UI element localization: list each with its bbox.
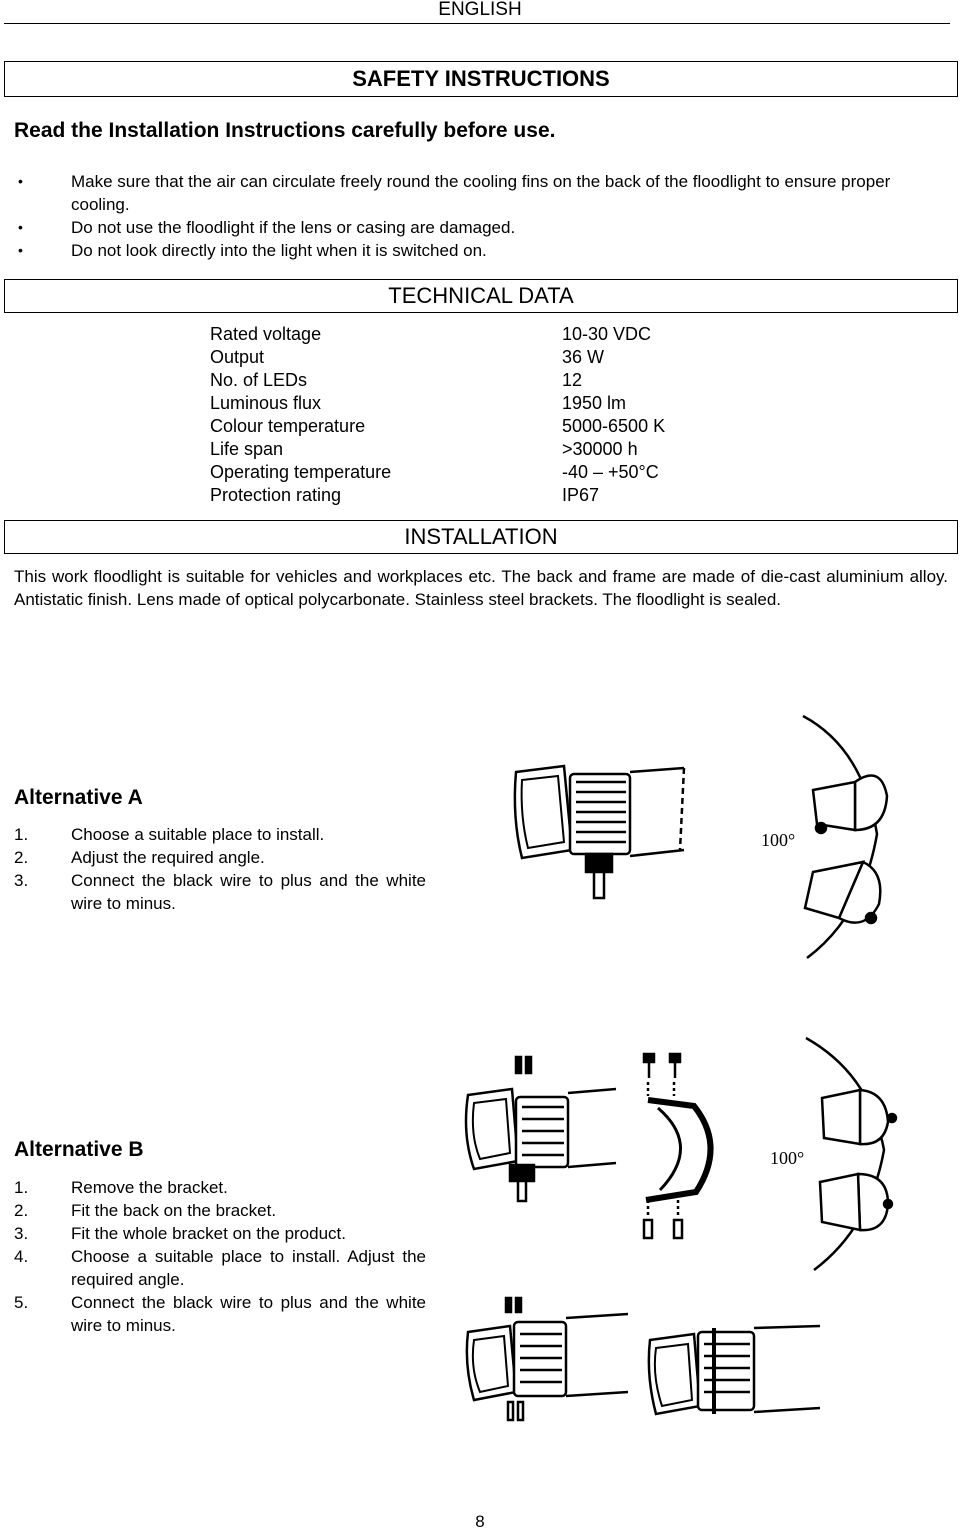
- step-number: 3.: [14, 1224, 29, 1243]
- spec-row: [210, 461, 770, 484]
- alt-a-steps: [14, 823, 426, 915]
- spec-label: Colour temperature: [210, 416, 366, 436]
- spec-row: [210, 438, 770, 461]
- alt-b-mounted-illustration-1: [462, 1296, 632, 1426]
- step-number: 2.: [14, 848, 29, 867]
- page-number: 8: [475, 1512, 485, 1531]
- step-text: Connect the black wire to plus and the white wire to minus.: [71, 871, 426, 913]
- alt-b-mounted-illustration-2: [644, 1324, 824, 1434]
- spec-row: [210, 484, 770, 507]
- step-item: [14, 823, 426, 846]
- alt-b-bracket-illustration: [618, 1050, 748, 1240]
- spec-value: 36 W: [562, 347, 605, 367]
- spec-row: [210, 415, 770, 438]
- header-rule: [4, 23, 950, 24]
- alt-a-angle-diagram: [755, 712, 960, 962]
- step-text: Fit the whole bracket on the product.: [71, 1224, 346, 1243]
- spec-row: [210, 392, 770, 415]
- step-text: Fit the back on the bracket.: [71, 1201, 277, 1220]
- spec-label: No. of LEDs: [210, 370, 308, 390]
- alt-a-floodlight-illustration: [508, 758, 688, 903]
- technical-title-box: [4, 279, 958, 313]
- spec-label: Luminous flux: [210, 393, 322, 413]
- spec-value: 1950 lm: [562, 393, 627, 413]
- step-text: Choose a suitable place to install.: [71, 825, 325, 844]
- step-item: [14, 869, 426, 915]
- spec-row: [210, 323, 770, 346]
- spec-label: Output: [210, 347, 265, 367]
- step-text: Adjust the required angle.: [71, 848, 265, 867]
- step-text: Remove the bracket.: [71, 1178, 228, 1197]
- spec-row: [210, 346, 770, 369]
- alt-b-angle-diagram: [766, 1034, 960, 1274]
- installation-title-box: [4, 520, 958, 554]
- spec-label: Operating temperature: [210, 462, 392, 482]
- alt-b-angle-label: 100°: [770, 1148, 805, 1168]
- spec-row: [210, 369, 770, 392]
- spec-value: >30000 h: [562, 439, 638, 459]
- header-language: ENGLISH: [438, 0, 522, 20]
- alt-a-title: Alternative A: [14, 786, 143, 809]
- installation-paragraph: This work floodlight is suitable for vehicles and workplaces etc. The back and frame are made of die-cast aluminium alloy. Antistatic finish. Lens made of optical polycarbonate. Stainless steel brackets. The floodlight is sealed.: [14, 567, 948, 609]
- alt-b-floodlight-illustration: [460, 1055, 620, 1205]
- step-item: [14, 1245, 426, 1291]
- step-item: [14, 1176, 426, 1199]
- spec-value: 10-30 VDC: [562, 324, 652, 344]
- step-text: Connect the black wire to plus and the white wire to minus.: [71, 1293, 426, 1335]
- safety-bullet: • Do not use the floodlight if the lens or casing are damaged.: [18, 216, 948, 239]
- alt-b-title: Alternative B: [14, 1138, 144, 1161]
- spec-label: Rated voltage: [210, 324, 322, 344]
- technical-title: TECHNICAL DATA: [388, 283, 574, 308]
- step-item: [14, 1222, 426, 1245]
- spec-value: -40 – +50°C: [562, 462, 659, 482]
- alt-a-angle-label: 100°: [761, 830, 796, 850]
- safety-title: SAFETY INSTRUCTIONS: [352, 66, 610, 91]
- step-number: 1.: [14, 825, 29, 844]
- spec-label: Protection rating: [210, 485, 342, 505]
- step-item: [14, 1291, 426, 1337]
- safety-bullet: • Do not look directly into the light when it is switched on.: [18, 239, 948, 262]
- safety-intro: Read the Installation Instructions carefully before use.: [14, 119, 556, 142]
- step-number: 5.: [14, 1293, 29, 1312]
- step-number: 4.: [14, 1247, 29, 1266]
- spec-label: Life span: [210, 439, 284, 459]
- installation-title: INSTALLATION: [404, 524, 558, 549]
- alt-b-steps: [14, 1176, 426, 1337]
- step-number: 3.: [14, 871, 29, 890]
- safety-bullet: • Make sure that the air can circulate freely round the cooling fins on the back of the floodlight to ensure proper cooling.: [18, 170, 948, 216]
- step-number: 1.: [14, 1178, 29, 1197]
- spec-value: IP67: [562, 485, 600, 505]
- step-item: [14, 846, 426, 869]
- step-text: Choose a suitable place to install. Adjust the required angle.: [71, 1247, 426, 1289]
- step-number: 2.: [14, 1201, 29, 1220]
- safety-title-box: [4, 61, 958, 97]
- spec-value: 5000-6500 K: [562, 416, 666, 436]
- spec-value: 12: [562, 370, 583, 390]
- safety-bullet-list: [18, 170, 948, 262]
- step-item: [14, 1199, 426, 1222]
